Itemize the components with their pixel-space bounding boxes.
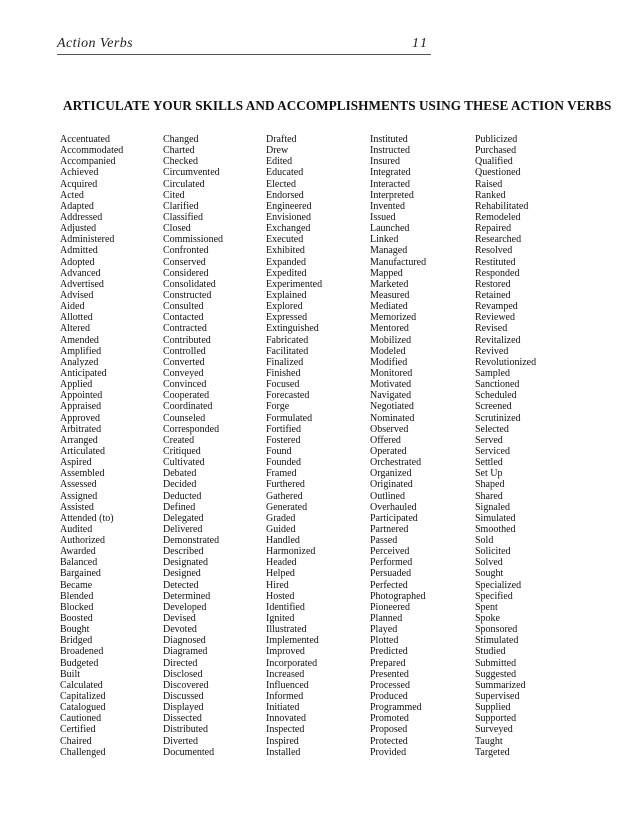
action-verb: Experimented bbox=[266, 278, 323, 290]
action-verb: Analyzed bbox=[60, 356, 99, 368]
action-verb: Conserved bbox=[163, 256, 206, 268]
action-verb: Diagnosed bbox=[163, 635, 206, 647]
action-verb: Changed bbox=[163, 134, 199, 145]
running-header bbox=[57, 32, 431, 55]
action-verb: Operated bbox=[370, 445, 407, 457]
action-verb: Hosted bbox=[266, 590, 295, 602]
action-verb: Selected bbox=[475, 423, 509, 435]
action-verb: Performed bbox=[370, 557, 413, 569]
action-verb: Envisioned bbox=[266, 211, 311, 223]
action-verb: Documented bbox=[163, 746, 215, 758]
action-verb: Programmed bbox=[370, 702, 422, 714]
action-verb: Critiqued bbox=[163, 445, 201, 457]
action-verb: Revived bbox=[475, 345, 509, 357]
action-verb: Formulated bbox=[266, 412, 313, 424]
action-verb: Described bbox=[163, 546, 204, 558]
action-verb: Researched bbox=[475, 234, 522, 246]
action-verb: Predicted bbox=[370, 646, 408, 658]
action-verb: Fostered bbox=[266, 434, 301, 446]
action-verb: Allotted bbox=[60, 312, 93, 324]
action-verb: Furthered bbox=[266, 479, 305, 491]
action-verb: Graded bbox=[266, 512, 296, 524]
verb-column-2 bbox=[163, 134, 273, 758]
action-verb: Altered bbox=[60, 323, 90, 335]
verb-column-4 bbox=[370, 134, 480, 758]
action-verb: Guided bbox=[266, 523, 296, 535]
action-verb: Marketed bbox=[370, 278, 409, 290]
action-verb: Modified bbox=[370, 356, 408, 368]
action-verb: Instituted bbox=[370, 134, 408, 145]
action-verb: Mediated bbox=[370, 301, 408, 313]
action-verb: Decided bbox=[163, 479, 197, 491]
action-verb: Created bbox=[163, 434, 195, 446]
action-verb: Circulated bbox=[163, 178, 205, 190]
action-verb: Contributed bbox=[163, 334, 211, 346]
action-verb: Sold bbox=[475, 535, 494, 547]
action-verb: Organized bbox=[370, 468, 412, 480]
action-verb: Explored bbox=[266, 301, 303, 313]
action-verb: Exhibited bbox=[266, 245, 305, 257]
action-verb: Assisted bbox=[60, 501, 94, 513]
action-verb: Restituted bbox=[475, 256, 516, 268]
action-verb: Memorized bbox=[370, 312, 417, 324]
action-verb: Accompanied bbox=[60, 156, 116, 168]
action-verb: Detected bbox=[163, 579, 199, 591]
action-verb: Settled bbox=[475, 457, 503, 469]
action-verb: Identified bbox=[266, 601, 305, 613]
action-verb: Presented bbox=[370, 668, 409, 680]
action-verb: Issued bbox=[370, 211, 396, 223]
action-verb: Delivered bbox=[163, 523, 203, 535]
action-verb: Capitalized bbox=[60, 691, 106, 703]
action-verb: Repaired bbox=[475, 223, 512, 235]
verb-column-5 bbox=[475, 134, 585, 758]
action-verb: Extinguished bbox=[266, 323, 319, 335]
action-verb: Questioned bbox=[475, 167, 521, 179]
action-verb: Adapted bbox=[60, 200, 94, 212]
action-verb: Produced bbox=[370, 691, 408, 703]
action-verb: Diverted bbox=[163, 735, 198, 747]
action-verb: Supplied bbox=[475, 702, 511, 714]
action-verb: Explained bbox=[266, 289, 307, 301]
action-verb: Launched bbox=[370, 223, 410, 235]
action-verb: Classified bbox=[163, 211, 203, 223]
action-verb: Facilitated bbox=[266, 345, 309, 357]
action-verb: Checked bbox=[163, 156, 198, 168]
action-verb: Solicited bbox=[475, 546, 511, 558]
action-verb: Advertised bbox=[60, 278, 104, 290]
action-verb: Forecasted bbox=[266, 390, 310, 402]
action-verb: Expressed bbox=[266, 312, 308, 324]
action-verb: Solved bbox=[475, 557, 503, 569]
action-verb: Designated bbox=[163, 557, 208, 569]
action-verb: Interpreted bbox=[370, 189, 414, 201]
action-verb: Constructed bbox=[163, 289, 212, 301]
action-verb: Appointed bbox=[60, 390, 103, 402]
action-verb: Appraised bbox=[60, 401, 102, 413]
action-verb: Perfected bbox=[370, 579, 408, 591]
action-verb: Motivated bbox=[370, 379, 412, 391]
action-verb: Nominated bbox=[370, 412, 415, 424]
section-heading: ARTICULATE YOUR SKILLS AND ACCOMPLISHMENTS USING THESE ACTION VERBS bbox=[63, 98, 612, 113]
action-verb: Broadened bbox=[60, 646, 104, 658]
action-verb: Sanctioned bbox=[475, 379, 520, 391]
action-verb: Mapped bbox=[370, 267, 403, 279]
action-verb: Adjusted bbox=[60, 223, 97, 235]
action-verb: Expanded bbox=[266, 256, 306, 268]
action-verb: Balanced bbox=[60, 557, 98, 569]
action-verb: Attended (to) bbox=[60, 512, 114, 524]
action-verb: Corresponded bbox=[163, 423, 220, 435]
action-verb: Bargained bbox=[60, 568, 101, 580]
action-verb: Articulated bbox=[60, 445, 105, 457]
action-verb: Fortified bbox=[266, 423, 301, 435]
action-verb: Cautioned bbox=[60, 713, 102, 725]
action-verb: Consulted bbox=[163, 301, 204, 313]
action-verb: Scheduled bbox=[475, 390, 517, 402]
action-verb: Arranged bbox=[60, 434, 98, 446]
action-verb: Developed bbox=[163, 601, 207, 613]
action-verb: Negotiated bbox=[370, 401, 414, 413]
action-verb: Demonstrated bbox=[163, 535, 220, 547]
action-verb: Budgeted bbox=[60, 657, 99, 669]
action-verb: Contracted bbox=[163, 323, 207, 335]
action-verb: Cooperated bbox=[163, 390, 210, 402]
action-verb: Observed bbox=[370, 423, 409, 435]
action-verb: Measured bbox=[370, 289, 410, 301]
action-verb: Became bbox=[60, 579, 93, 591]
action-verb: Revitalized bbox=[475, 334, 521, 346]
action-verb: Managed bbox=[370, 245, 408, 257]
action-verb: Initiated bbox=[266, 702, 300, 714]
action-verb: Purchased bbox=[475, 145, 517, 157]
action-verb: Exchanged bbox=[266, 223, 311, 235]
action-verb: Gathered bbox=[266, 490, 303, 502]
action-verb: Signaled bbox=[475, 501, 510, 513]
verb-column-1 bbox=[60, 134, 170, 758]
action-verb: Set Up bbox=[475, 468, 503, 480]
action-verb: Aspired bbox=[60, 457, 92, 469]
action-verb: Supervised bbox=[475, 691, 520, 703]
action-verb: Innovated bbox=[266, 713, 306, 725]
action-verb: Revamped bbox=[475, 301, 518, 313]
action-verb: Diagramed bbox=[163, 646, 208, 658]
action-verb: Ranked bbox=[475, 189, 506, 201]
action-verb: Converted bbox=[163, 356, 205, 368]
action-verb: Proposed bbox=[370, 724, 408, 736]
action-verb: Assigned bbox=[60, 490, 98, 502]
action-verb: Serviced bbox=[475, 445, 510, 457]
action-verb: Blended bbox=[60, 590, 94, 602]
action-verb: Spoke bbox=[475, 613, 500, 625]
action-verb: Fabricated bbox=[266, 334, 309, 346]
action-verb: Stimulated bbox=[475, 635, 519, 647]
action-verb: Debated bbox=[163, 468, 197, 480]
action-verb: Influenced bbox=[266, 679, 309, 691]
action-verb: Assessed bbox=[60, 479, 97, 491]
action-verb: Boosted bbox=[60, 613, 93, 625]
action-verb: Consolidated bbox=[163, 278, 216, 290]
page-number: 11 bbox=[412, 36, 429, 51]
action-verb: Determined bbox=[163, 590, 211, 602]
action-verb: Sponsored bbox=[475, 624, 518, 636]
action-verb: Navigated bbox=[370, 390, 412, 402]
action-verb: Harmonized bbox=[266, 546, 316, 558]
action-verb: Blocked bbox=[60, 601, 94, 613]
action-verb: Drafted bbox=[266, 134, 297, 145]
action-verb: Smoothed bbox=[475, 523, 516, 535]
action-verb: Framed bbox=[266, 468, 297, 480]
action-verb: Originated bbox=[370, 479, 413, 491]
action-verb: Hired bbox=[266, 579, 289, 591]
action-verb: Contacted bbox=[163, 312, 204, 324]
action-verb: Screened bbox=[475, 401, 512, 413]
action-verb: Dissected bbox=[163, 713, 202, 725]
action-verb: Shared bbox=[475, 490, 503, 502]
action-verb: Reviewed bbox=[475, 312, 515, 324]
action-verb: Shaped bbox=[475, 479, 505, 491]
action-verb: Passed bbox=[370, 535, 398, 547]
action-verb: Rehabilitated bbox=[475, 200, 529, 212]
action-verb: Provided bbox=[370, 746, 407, 758]
action-verb: Defined bbox=[163, 501, 196, 513]
action-verb: Mobilized bbox=[370, 334, 412, 346]
action-verb: Counseled bbox=[163, 412, 206, 424]
action-verb: Partnered bbox=[370, 523, 409, 535]
action-verb: Convinced bbox=[163, 379, 207, 391]
action-verb: Monitored bbox=[370, 367, 413, 379]
action-verb: Engineered bbox=[266, 200, 312, 212]
action-verb: Authorized bbox=[60, 535, 105, 547]
action-verb: Promoted bbox=[370, 713, 409, 725]
action-verb: Generated bbox=[266, 501, 308, 513]
action-verb: Revolutionized bbox=[475, 356, 537, 368]
action-verb: Accommodated bbox=[60, 145, 124, 157]
action-verb: Applied bbox=[60, 379, 93, 391]
action-verb: Arbitrated bbox=[60, 423, 102, 435]
action-verb: Acquired bbox=[60, 178, 98, 190]
action-verb: Forge bbox=[266, 401, 290, 413]
action-verb: Expedited bbox=[266, 267, 307, 279]
action-verb: Planned bbox=[370, 613, 403, 625]
action-verb: Finished bbox=[266, 367, 301, 379]
action-verb: Revised bbox=[475, 323, 508, 335]
action-verb: Specialized bbox=[475, 579, 522, 591]
action-verb: Installed bbox=[266, 746, 301, 758]
action-verb: Endorsed bbox=[266, 189, 304, 201]
action-verb: Invented bbox=[370, 200, 405, 212]
action-verb: Incorporated bbox=[266, 657, 318, 669]
action-verb: Persuaded bbox=[370, 568, 412, 580]
action-verb: Discussed bbox=[163, 691, 204, 703]
action-verb: Acted bbox=[60, 189, 84, 201]
action-verb: Commissioned bbox=[163, 234, 224, 246]
action-verb: Plotted bbox=[370, 635, 399, 647]
action-verb: Simulated bbox=[475, 512, 516, 524]
action-verb: Restored bbox=[475, 278, 511, 290]
action-verb: Amended bbox=[60, 334, 99, 346]
action-verb: Bought bbox=[60, 624, 90, 636]
action-verb: Ignited bbox=[266, 613, 295, 625]
action-verb: Accentuated bbox=[60, 134, 110, 145]
action-verb: Challenged bbox=[60, 746, 106, 758]
action-verb: Spent bbox=[475, 601, 498, 613]
action-verb: Discovered bbox=[163, 679, 209, 691]
action-verb: Raised bbox=[475, 178, 503, 190]
action-verb: Advised bbox=[60, 289, 94, 301]
action-verb: Admitted bbox=[60, 245, 98, 257]
action-verb: Mentored bbox=[370, 323, 409, 335]
action-verb: Administered bbox=[60, 234, 115, 246]
action-verb: Chaired bbox=[60, 735, 92, 747]
action-verb: Linked bbox=[370, 234, 399, 246]
action-verb: Resolved bbox=[475, 245, 513, 257]
action-verb: Pioneered bbox=[370, 601, 410, 613]
action-verb: Implemented bbox=[266, 635, 319, 647]
action-verb: Informed bbox=[266, 691, 304, 703]
action-verb: Educated bbox=[266, 167, 304, 179]
action-verb: Protected bbox=[370, 735, 408, 747]
action-verb: Drew bbox=[266, 145, 289, 157]
action-verb: Served bbox=[475, 434, 503, 446]
action-verb: Photographed bbox=[370, 590, 426, 602]
action-verb: Calculated bbox=[60, 679, 103, 691]
action-verb: Suggested bbox=[475, 668, 517, 680]
action-verb: Elected bbox=[266, 178, 296, 190]
action-verb: Manufactured bbox=[370, 256, 427, 268]
action-verb: Devised bbox=[163, 613, 196, 625]
action-verb: Assembled bbox=[60, 468, 105, 480]
action-verb: Inspected bbox=[266, 724, 305, 736]
action-verb: Overhauled bbox=[370, 501, 417, 513]
action-verb: Instructed bbox=[370, 145, 410, 157]
action-verb: Sampled bbox=[475, 367, 510, 379]
action-verb: Certified bbox=[60, 724, 96, 736]
action-verb: Executed bbox=[266, 234, 304, 246]
action-verb: Increased bbox=[266, 668, 305, 680]
action-verb: Circumvented bbox=[163, 167, 220, 179]
action-verb: Prepared bbox=[370, 657, 406, 669]
action-verb: Specified bbox=[475, 590, 513, 602]
action-verb: Amplified bbox=[60, 345, 102, 357]
action-verb: Participated bbox=[370, 512, 418, 524]
action-verb: Audited bbox=[60, 523, 93, 535]
action-verb: Modeled bbox=[370, 345, 406, 357]
action-verb: Cultivated bbox=[163, 457, 205, 469]
action-verb: Displayed bbox=[163, 702, 204, 714]
action-verb: Directed bbox=[163, 657, 198, 669]
action-verb: Adopted bbox=[60, 256, 95, 268]
action-verb: Summarized bbox=[475, 679, 526, 691]
action-verb: Deducted bbox=[163, 490, 202, 502]
action-verb: Publicized bbox=[475, 134, 518, 145]
action-verb: Awarded bbox=[60, 546, 96, 558]
action-verb: Orchestrated bbox=[370, 457, 422, 469]
action-verb: Founded bbox=[266, 457, 301, 469]
action-verb: Clarified bbox=[163, 200, 199, 212]
action-verb: Cited bbox=[163, 189, 185, 201]
action-verb: Processed bbox=[370, 679, 410, 691]
action-verb: Handled bbox=[266, 535, 300, 547]
action-verb: Remodeled bbox=[475, 211, 521, 223]
action-verb: Addressed bbox=[60, 211, 103, 223]
action-verb: Retained bbox=[475, 289, 511, 301]
action-verb: Distributed bbox=[163, 724, 208, 736]
action-verb: Interacted bbox=[370, 178, 410, 190]
action-verb: Supported bbox=[475, 713, 517, 725]
action-verb: Disclosed bbox=[163, 668, 203, 680]
action-verb: Taught bbox=[475, 735, 503, 747]
action-verb: Considered bbox=[163, 267, 209, 279]
action-verb: Bridged bbox=[60, 635, 93, 647]
action-verb: Sought bbox=[475, 568, 504, 580]
action-verb: Anticipated bbox=[60, 367, 107, 379]
action-verb: Edited bbox=[266, 156, 293, 168]
action-verb: Insured bbox=[370, 156, 400, 168]
action-verb: Catalogued bbox=[60, 702, 106, 714]
action-verb: Achieved bbox=[60, 167, 99, 179]
action-verb: Offered bbox=[370, 434, 401, 446]
action-verb: Played bbox=[370, 624, 398, 636]
action-verb: Submitted bbox=[475, 657, 517, 669]
action-verb: Aided bbox=[60, 301, 85, 313]
action-verb: Controlled bbox=[163, 345, 206, 357]
action-verb: Coordinated bbox=[163, 401, 213, 413]
action-verb: Helped bbox=[266, 568, 295, 580]
action-verb: Improved bbox=[266, 646, 305, 658]
header-title: Action Verbs bbox=[57, 36, 133, 51]
action-verb: Illustrated bbox=[266, 624, 307, 636]
action-verb: Devoted bbox=[163, 624, 197, 636]
action-verb: Built bbox=[60, 668, 81, 680]
verb-column-3 bbox=[266, 134, 376, 758]
action-verb: Responded bbox=[475, 267, 520, 279]
action-verb: Perceived bbox=[370, 546, 410, 558]
action-verb: Delegated bbox=[163, 512, 204, 524]
action-verb: Confronted bbox=[163, 245, 209, 257]
action-verb: Charted bbox=[163, 145, 195, 157]
action-verb: Inspired bbox=[266, 735, 299, 747]
action-verb: Scrutinized bbox=[475, 412, 521, 424]
action-verb: Approved bbox=[60, 412, 100, 424]
action-verb: Focused bbox=[266, 379, 300, 391]
action-verb: Closed bbox=[163, 223, 191, 235]
action-verb: Targeted bbox=[475, 746, 510, 758]
action-verb: Qualified bbox=[475, 156, 513, 168]
action-verb: Found bbox=[266, 445, 292, 457]
action-verb: Outlined bbox=[370, 490, 405, 502]
action-verb: Surveyed bbox=[475, 724, 513, 736]
action-verb: Advanced bbox=[60, 267, 101, 279]
action-verb: Headed bbox=[266, 557, 297, 569]
action-verb: Conveyed bbox=[163, 367, 204, 379]
action-verb: Designed bbox=[163, 568, 201, 580]
action-verb: Finalized bbox=[266, 356, 304, 368]
action-verb: Integrated bbox=[370, 167, 411, 179]
action-verb: Studied bbox=[475, 646, 506, 658]
